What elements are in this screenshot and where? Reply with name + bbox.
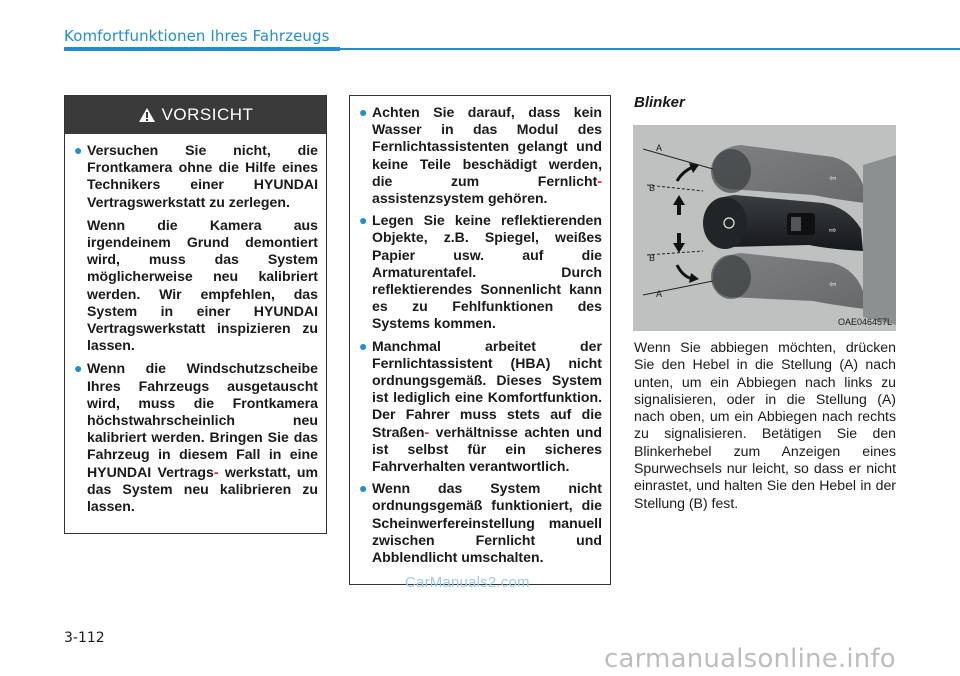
hyphen-mark: - — [597, 172, 602, 189]
hyphen-mark: - — [424, 423, 430, 440]
list-item — [358, 104, 602, 207]
warning-triangle-icon — [138, 107, 156, 123]
hyphen-mark: - — [213, 463, 219, 480]
page-number: 3-112 — [64, 630, 105, 646]
bullet-icon: ● — [74, 360, 83, 377]
list-item-text: Manchmal arbeitet der Fernlichtassistent (HBA) nicht ordnungsgemäß. Dieses System ist lediglich eine Komfortfunktion. Der Fahrer muss stets auf die Straßen — [372, 337, 602, 440]
bullet-icon: ● — [74, 142, 83, 158]
list-item — [358, 212, 602, 332]
list-item-text: Legen Sie keine reflektierenden Objekte, z.B. Spiegel, weißes Papier usw. auf die Armaturentafel. Durch reflektierendes Sonnenlicht kann es zu Fehlfunktionen des Systems kommen. — [372, 212, 602, 332]
list-item — [358, 338, 602, 476]
header-rule — [340, 48, 960, 50]
list-item-text: verhältnisse achten und ist selbst für ein sicheres Fahrverhalten verantwortlich. — [372, 423, 602, 475]
caution-item-text: werkstatt, um das System neu kalibrieren zu lassen. — [87, 463, 318, 515]
caution-item-paragraph: Wenn die Kamera aus irgendeinem Grund demontiert wird, muss das System möglicherweise neu kalibriert werden. Wir empfehlen, das System in einer HYUNDAI Vertragswerkstatt inspizieren zu lassen. — [87, 216, 318, 354]
footer-watermark: carmanualsonline.info — [604, 644, 896, 674]
list-item — [358, 480, 602, 566]
body-paragraph: Wenn Sie abbiegen möchten, drücken Sie den Hebel in die Stellung (A) nach unten, um ein Abbiegen nach links zu signalisieren, oder in die Stellung (A) nach oben, um ein Abbiegen nach rechts zu signalisieren. Betätigen Sie den Blinkerhebel zum Anzeigen eines Spurwechsels nur leicht, so dass er nicht einrastet, und halten Sie den Hebel in der Stellung (B) fest. — [634, 339, 896, 511]
section-title: Blinker — [634, 94, 685, 111]
figure-label-a-top: A — [656, 143, 663, 153]
figure-label-b-bottom: B — [649, 253, 656, 263]
watermark: CarManuals2.com — [405, 574, 530, 591]
figure-label-b-top: B — [649, 183, 656, 193]
turn-signal-lever-figure — [633, 125, 896, 331]
svg-text:⇦: ⇦ — [829, 279, 837, 289]
figure-label-a-bottom: A — [656, 289, 663, 299]
bullet-icon: ● — [359, 212, 368, 229]
caution-continued-box — [349, 95, 611, 585]
caution-header — [65, 96, 326, 134]
header-accent-bar — [64, 47, 340, 51]
bullet-icon: ● — [359, 104, 368, 120]
caution-box — [64, 95, 327, 534]
list-item-text: assistenzsystem gehören. — [372, 190, 548, 207]
caution-item — [73, 360, 318, 515]
list-item-text: Achten Sie darauf, dass kein Wasser in das Modul des Fernlichtassistenten gelangt und keine Teile beschädigt werden, die zum Fernlicht — [372, 104, 602, 189]
svg-text:⇨: ⇨ — [829, 225, 837, 235]
bullet-icon: ● — [359, 337, 368, 354]
caution-item-paragraph: Versuchen Sie nicht, die Frontkamera ohne die Hilfe eines Technikers einer HYUNDAI Vertragswerkstatt zu zerlegen. — [87, 142, 318, 210]
caution-title: VORSICHT — [161, 105, 254, 124]
caution-item-text: Wenn die Windschutzscheibe Ihres Fahrzeugs ausgetauscht wird, muss die Frontkamera höchstwahrscheinlich neu kalibriert werden. Bringen Sie das Fahrzeug in diesem Fall in eine HYUNDAI Vertrags — [87, 360, 318, 480]
chapter-title: Komfortfunktionen Ihres Fahrzeugs — [64, 27, 330, 45]
bullet-icon: ● — [359, 480, 368, 497]
list-item-text: Wenn das System nicht ordnungsgemäß funktioniert, die Scheinwerfereinstellung manuell zwischen Fernlicht und Abblendlicht umschalten. — [372, 480, 602, 566]
caution-item — [73, 142, 318, 354]
figure-caption: OAE046457L — [837, 317, 892, 327]
svg-text:⇦: ⇦ — [829, 173, 837, 183]
lever-illustration — [633, 125, 896, 331]
